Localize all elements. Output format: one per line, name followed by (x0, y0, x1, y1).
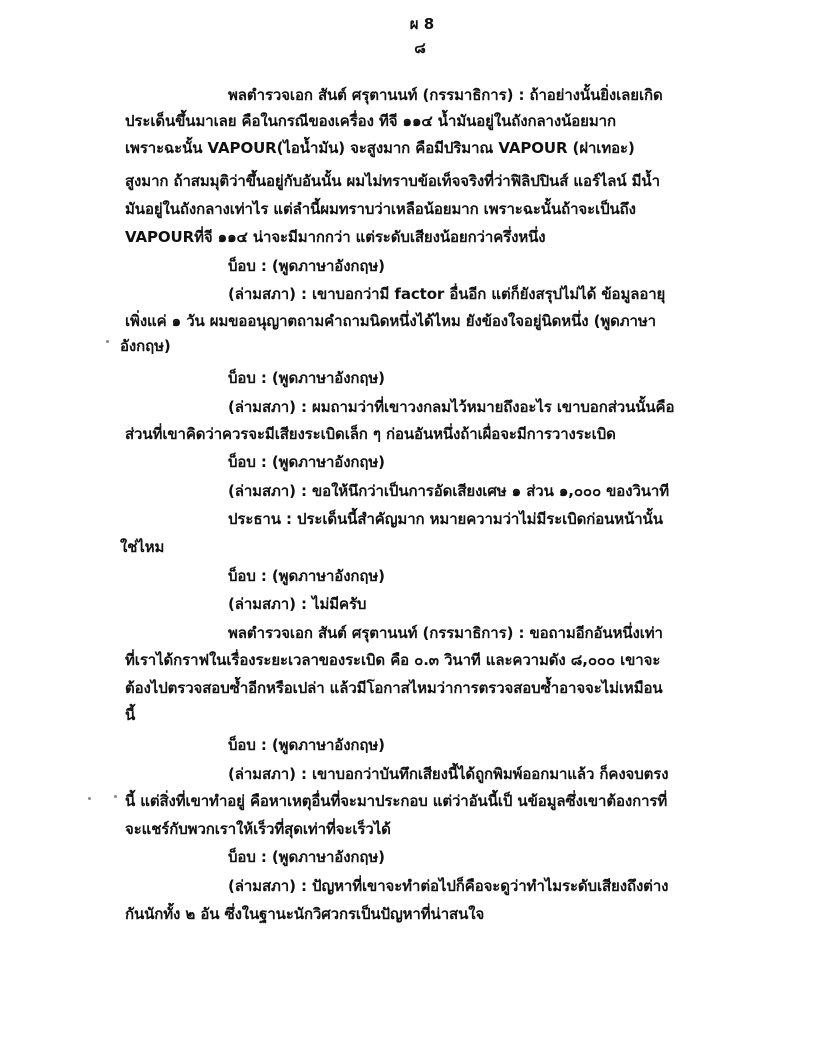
text-line: VAPOURที่จี ๑๑๔ น่าจะมีมากกว่า แต่ระดับเสียงน้อยกว่าครึ่งหนึ่ง (125, 228, 546, 246)
text-line: ใช่ไหม (120, 538, 165, 556)
text-line: (ล่ามสภา) : ไม่มีครับ (228, 595, 367, 613)
text-line: (ล่ามสภา) : ปัญหาที่เขาจะทำต่อไปก็คือจะดูว่าทำไมระดับเสียงถึงต่าง (228, 877, 669, 895)
text-line: ที่เราได้กราฟในเรื่องระยะเวลาของระเบิด คือ ๐.๓ วินาที และความดัง ๘,๐๐๐ เขาจะ (125, 651, 661, 669)
text-line: (ล่ามสภา) : เขาบอกว่าบันทึกเสียงนี้ได้ถูกพิมพ์ออกมาแล้ว ก็คงจบตรง (228, 765, 669, 783)
text-line: ส่วนที่เขาคิดว่าควรจะมีเสียงระเบิดเล็ก ๆ ก่อนอันหนึ่งถ้าเผื่อจะมีการวางระเบิด (125, 425, 616, 443)
text-line: นี้ (125, 706, 136, 724)
text-line: พลตำรวจเอก สันต์ ศรุตานนท์ (กรรมาธิการ) : ถ้าอย่างนั้นยิ่งเลยเกิด (228, 86, 663, 104)
text-line: (ล่ามสภา) : ขอให้นึกว่าเป็นการอัดเสียงเศษ ๑ ส่วน ๑,๐๐๐ ของวินาที (228, 482, 670, 500)
text-line: ประธาน : ประเด็นนี้สำคัญมาก หมายความว่าไม่มีระเบิดก่อนหน้านั้น (228, 510, 663, 528)
page-number: ๘ (414, 39, 426, 57)
text-line: เพิ่งแค่ ๑ วัน ผมขออนุญาตถามคำถามนิดหนึ่งได้ไหม ยังข้องใจอยู่นิดหนึ่ง (พูดภาษา (125, 312, 656, 330)
page-marker: ผ 8 (409, 15, 435, 33)
text-line: บ็อบ : (พูดภาษาอังกฤษ) (228, 369, 385, 387)
text-line: กันนักทั้ง ๒ อัน ซึ่งในฐานะนักวิศวกรเป็นปัญหาที่น่าสนใจ (125, 905, 485, 923)
scan-speck (106, 340, 109, 343)
text-line: ประเด็นขึ้นมาเลย คือในกรณีของเครื่อง ทีจี ๑๑๔ น้ำมันอยู่ในถังกลางน้อยมาก (125, 112, 616, 130)
text-line: นี้ แต่สิ่งที่เขาทำอยู่ คือหาเหตุอื่นที่จะมาประกอบ แต่ว่าอันนี้เป็ นข้อมูลซึ่งเขาต้องการที่ (125, 792, 668, 810)
scan-speck (88, 797, 91, 800)
text-line: อังกฤษ) (120, 337, 171, 355)
text-line: (ล่ามสภา) : เขาบอกว่ามี factor อื่นอีก แต่ก็ยังสรุปไม่ได้ ข้อมูลอายุ (228, 285, 666, 303)
text-line: บ็อบ : (พูดภาษาอังกฤษ) (228, 567, 385, 585)
text-line: ต้องไปตรวจสอบซ้ำอีกหรือเปล่า แล้วมีโอกาสไหมว่าการตรวจสอบซ้ำอาจจะไม่เหมือน (125, 679, 663, 697)
text-line: บ็อบ : (พูดภาษาอังกฤษ) (228, 453, 385, 471)
text-line: บ็อบ : (พูดภาษาอังกฤษ) (228, 257, 385, 275)
text-line: บ็อบ : (พูดภาษาอังกฤษ) (228, 848, 385, 866)
text-line: จะแชร์กับพวกเราให้เร็วที่สุดเท่าที่จะเร็วได้ (125, 820, 391, 838)
scan-speck (114, 795, 117, 798)
text-line: พลตำรวจเอก สันต์ ศรุตานนท์ (กรรมาธิการ) : ขอถามอีกอันหนึ่งเท่า (228, 624, 663, 642)
text-line: มันอยู่ในถังกลางเท่าไร แต่ลำนี้ผมทราบว่าเหลือน้อยมาก เพราะฉะนั้นถ้าจะเป็นถึง (125, 200, 636, 218)
text-line: สูงมาก ถ้าสมมุติว่าขึ้นอยู่กับอันนั้น ผมไม่ทราบข้อเท็จจริงที่ว่าฟิลิปปินส์ แอร์ไลน์ มีน้ำ (125, 172, 660, 190)
text-line: (ล่ามสภา) : ผมถามว่าที่เขาวงกลมไว้หมายถึงอะไร เขาบอกส่วนนั้นคือ (228, 398, 675, 416)
text-line: เพราะฉะนั้น VAPOUR(ไอน้ำมัน) จะสูงมาก คือมีปริมาณ VAPOUR (ฝาเทอะ) (125, 139, 635, 157)
text-line: บ็อบ : (พูดภาษาอังกฤษ) (228, 736, 385, 754)
